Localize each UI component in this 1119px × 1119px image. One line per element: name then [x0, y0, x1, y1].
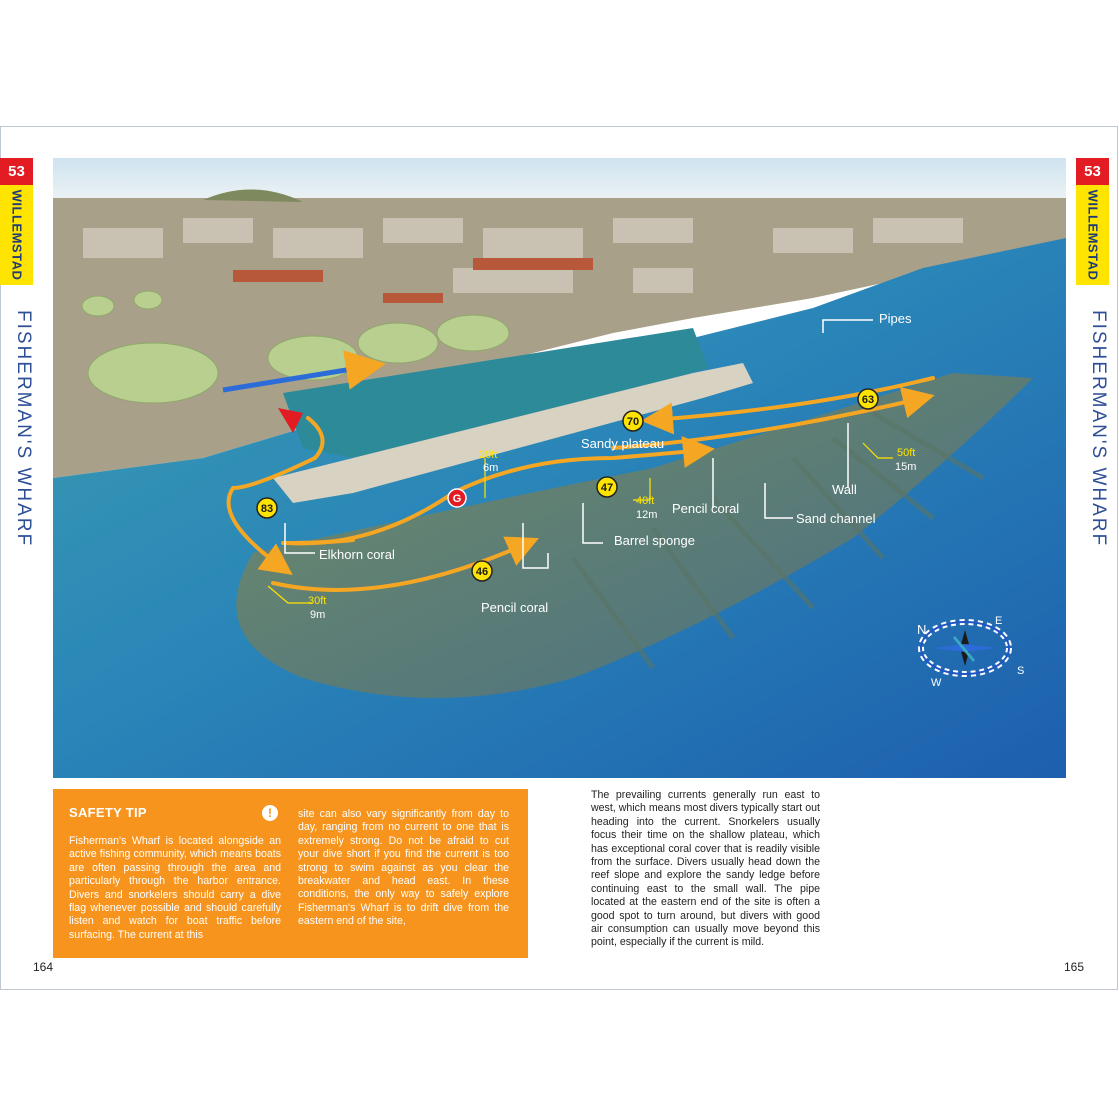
left-tab-region: WILLEMSTAD	[0, 185, 33, 285]
badge-46	[472, 561, 492, 581]
compass-w: W	[931, 677, 942, 689]
safety-tip-heading: SAFETY TIP	[69, 805, 147, 820]
svg-text:83: 83	[260, 503, 274, 515]
svg-text:63: 63	[861, 394, 875, 406]
depth-9m: 9m	[310, 609, 326, 621]
badge-g	[448, 489, 466, 507]
depth-15m: 15m	[895, 461, 917, 473]
sky	[53, 158, 1066, 203]
right-tab-number: 53	[1076, 158, 1109, 185]
badge-47	[597, 477, 617, 497]
svg-text:46: 46	[475, 566, 489, 578]
label-pencil-coral-west: Pencil coral	[481, 600, 549, 615]
compass-e: E	[995, 615, 1003, 627]
left-tab-number: 53	[0, 158, 33, 185]
exclamation-icon: !	[262, 805, 278, 821]
depth-50ft: 50ft	[897, 447, 916, 459]
badge-63	[858, 389, 878, 409]
label-sandy-plateau: Sandy plateau	[581, 436, 665, 451]
depth-20ft: 20ft	[479, 449, 498, 461]
depth-12m: 12m	[636, 509, 658, 521]
depth-40ft: 40ft	[636, 495, 655, 507]
badge-83	[257, 498, 277, 518]
badge-70	[623, 411, 643, 431]
right-tab-region: WILLEMSTAD	[1076, 185, 1109, 285]
safety-tip-box	[53, 789, 528, 958]
aerial-dive-map	[53, 158, 1066, 778]
label-barrel-sponge: Barrel sponge	[614, 533, 695, 548]
label-elkhorn-coral: Elkhorn coral	[319, 547, 395, 562]
safety-tip-column-2: site can also vary significantly from day to day, ranging from no current to one that is extremely strong. Do not be afraid to cut your dive short if you find the current is too strong to swim against as you clear the breakwater and head east. In these conditions, the only way to safely explore Fisherman's Wharf is to drift dive from the eastern end of the site,	[298, 808, 509, 928]
svg-text:47: 47	[600, 482, 614, 494]
label-wall: Wall	[832, 482, 857, 497]
svg-text:G: G	[452, 493, 462, 505]
left-chapter-tab	[0, 158, 33, 285]
label-sand-channel: Sand channel	[796, 511, 876, 526]
body-text: The prevailing currents generally run east to west, which means most divers typically start out heading into the current. Snorkelers usually focus their time on the shallow plateau, which has exceptional coral cover that is readily visible from the surface. Divers usually head down the reef slope and explore the sandy ledge before continuing east to the small wall. The pipe located at the eastern end of the site is often a good spot to turn around, but divers with good air consumption can usually move beyond this point, especially if the current is mild.	[591, 789, 820, 949]
page-number-left: 164	[33, 960, 54, 974]
page-number-right: 165	[1064, 960, 1085, 974]
left-tab-title: FISHERMAN'S WHARF	[13, 310, 34, 548]
right-chapter-tab	[1076, 158, 1109, 285]
svg-text:70: 70	[626, 416, 640, 428]
compass-s: S	[1017, 665, 1025, 677]
right-tab-title: FISHERMAN'S WHARF	[1088, 310, 1109, 548]
dive-map-illustration	[53, 158, 1066, 778]
depth-30ft: 30ft	[308, 595, 327, 607]
compass-n: N	[917, 622, 927, 637]
label-pipes: Pipes	[879, 311, 912, 326]
label-pencil-coral-east: Pencil coral	[672, 501, 740, 516]
safety-tip-column-1: Fisherman's Wharf is located alongside an active fishing community, which means boats are often passing through the area and particularly through the harbor entrance. Divers and snorkelers should carry a dive flag whenever possible and should carefully listen and watch for boat traffic before surfacing. The current at this	[69, 835, 281, 941]
depth-6m: 6m	[483, 462, 499, 474]
